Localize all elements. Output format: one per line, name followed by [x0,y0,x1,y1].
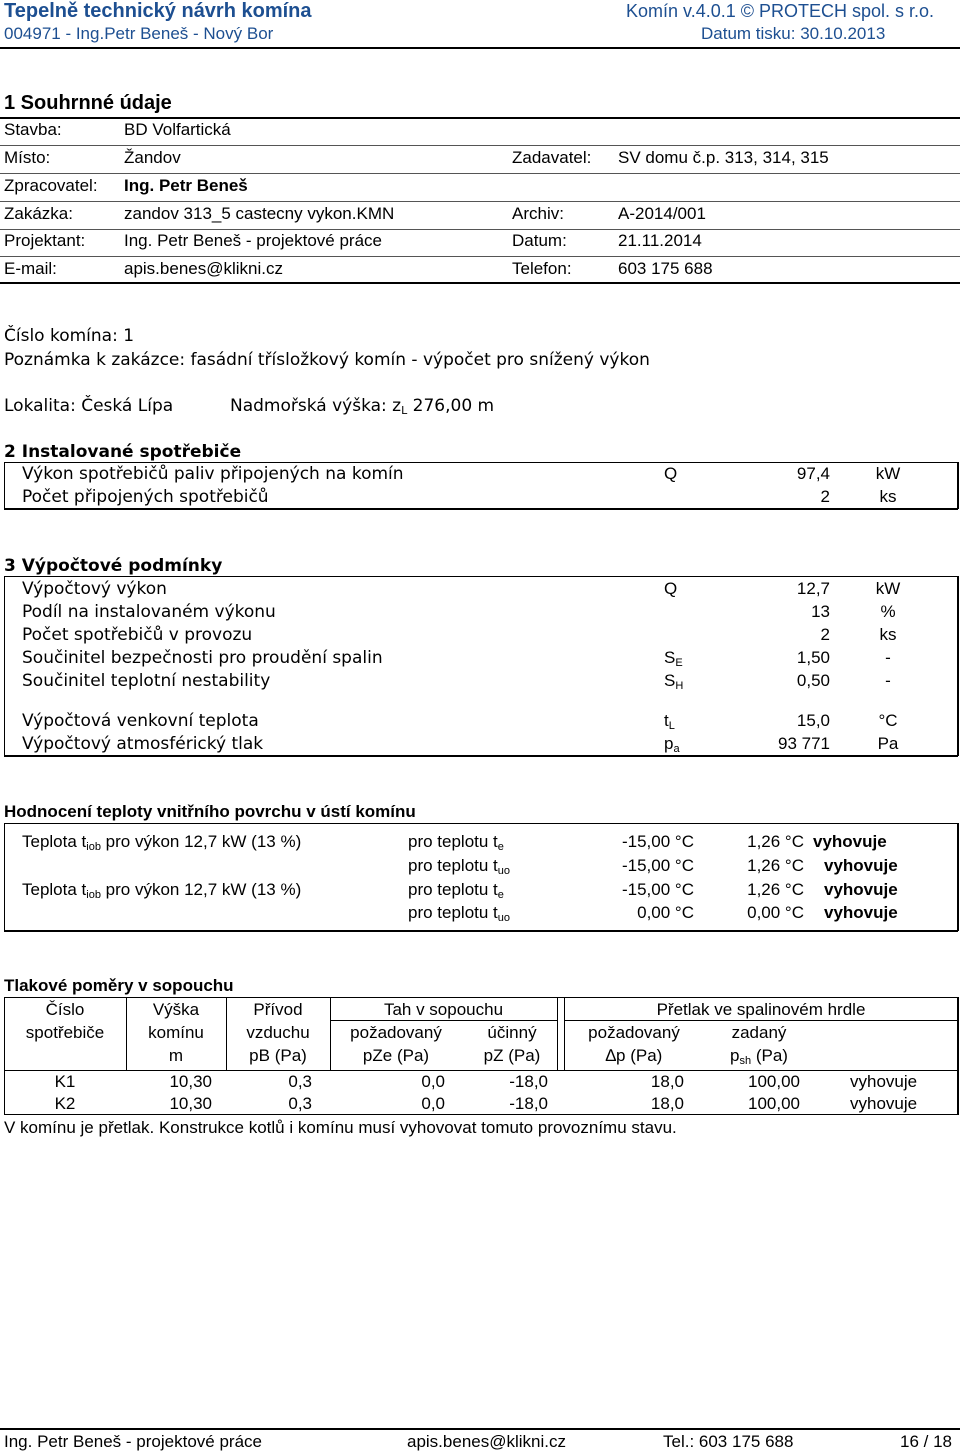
conditions-row-symbol: $p_a$ [664,734,680,755]
appliances-row-value: 97,4 [796,464,830,483]
surface-row-label: Teplota $t_{iob}$ pro výkon 12,7 kW (13 %) [22,880,302,901]
summary-value-right: SV domu č.p. 313, 314, 315 [618,148,829,167]
surface-row-result: 0,00 °C [747,903,804,922]
pressure-row-verdict: vyhovuje [850,1072,918,1091]
footer-email: apis.benes@klikni.cz [407,1432,566,1451]
col-air-h3: pB (Pa) [249,1046,307,1065]
conditions-row-label: Součinitel teplotní nestability [22,671,271,691]
summary-value: apis.benes@klikni.cz [124,259,283,278]
surface-box-right [957,823,959,931]
conditions-box-bottom [4,755,958,757]
conditions-row-unit: - [885,648,891,667]
document-title: Tepelně technický návrh komína [4,0,312,22]
conditions-row-label: Počet spotřebičů v provozu [22,625,253,645]
surface-row-verdict: vyhovuje [824,856,898,875]
print-date: Datum tisku: 30.10.2013 [701,24,886,43]
conditions-row-label: Podíl na instalovaném výkonu [22,602,276,622]
summary-value: Ing. Petr Beneš [124,176,248,195]
surface-row-result: 1,26 °C [747,880,804,899]
appliances-box-bottom [4,508,958,510]
pressure-heading: Tlakové poměry v sopouchu [4,976,234,995]
summary-row-divider [0,256,960,257]
pressure-row-psh: 100,00 [748,1094,800,1113]
summary-bottom-line [0,282,960,284]
surface-row-condition: pro teplotu $t_e$ [408,832,504,853]
col-pze-h2: pZe (Pa) [362,1046,430,1065]
conditions-row-unit: % [880,602,896,621]
appliances-row-unit: ks [879,487,897,506]
col-height-h1: Výška [152,1000,200,1019]
appliances-row-label: Počet připojených spotřebičů [22,487,269,507]
draft-group-line [330,1020,557,1021]
col-psh-h2: $p_{sh}$ (Pa) [730,1046,788,1067]
altitude [230,396,494,417]
footer-phone: Tel.: 603 175 688 [663,1432,794,1451]
col-pz-h1: účinný [487,1023,537,1042]
locality: Lokalita: Česká Lípa [4,396,174,416]
conditions-box-top [4,576,958,577]
project-note: Poznámka k zakázce: fasádní třísložkový komín - výpočet pro snížený výkon [4,350,650,370]
surface-row-temp: -15,00 °C [621,832,694,851]
appliances-heading: 2 Instalované spotřebiče [4,442,242,462]
summary-value-right: 603 175 688 [618,259,713,278]
conditions-row-symbol: $t_L$ [664,711,675,732]
surface-row-condition: pro teplotu $t_{uo}$ [408,856,511,877]
overpressure-group-header: Přetlak ve spalinovém hrdle [656,1000,866,1019]
surface-box-left [4,823,5,931]
conditions-row-unit: °C [878,711,898,730]
conditions-row-unit: Pa [877,734,899,753]
summary-label-right: Zadavatel: [512,148,592,167]
footer-company: Ing. Petr Beneš - projektové práce [4,1432,262,1451]
surface-row-verdict: vyhovuje [824,903,898,922]
pressure-row-pb: 0,3 [288,1072,312,1091]
conditions-row-value: 13 [811,602,830,621]
footer-divider [0,1428,960,1430]
col-id-h2: spotřebiče [25,1023,105,1042]
pressure-row-dp: 18,0 [650,1094,684,1113]
conditions-row-value: 15,0 [796,711,830,730]
pressure-row-height: 10,30 [169,1094,212,1113]
altitude-value: 276,00 m [412,396,495,416]
summary-value-right: 21.11.2014 [618,231,702,250]
program-version: Komín v.4.0.1 © PROTECH spol. s r.o. [626,1,935,21]
altitude-sub: L [401,404,408,417]
conditions-row-value: 2 [820,625,830,644]
conditions-row-symbol: $S_E$ [664,648,683,669]
pressure-row-id: K1 [54,1072,76,1091]
summary-label: Projektant: [4,231,86,250]
conditions-row-value: 93 771 [778,734,830,753]
summary-row-divider [0,145,960,146]
conditions-row-unit: ks [879,625,897,644]
conditions-row-unit: kW [875,579,901,598]
conditions-row-label: Součinitel bezpečnosti pro proudění spalin [22,648,383,668]
summary-row-divider [0,173,960,174]
surface-row-verdict: vyhovuje [813,832,887,851]
chimney-number: Číslo komína: 1 [4,326,135,346]
conditions-heading: 3 Výpočtové podmínky [4,556,223,576]
summary-label: Zakázka: [4,204,73,223]
col-pz-h2: pZ (Pa) [483,1046,541,1065]
surface-row-condition: pro teplotu $t_{uo}$ [408,903,511,924]
appliances-row-label: Výkon spotřebičů paliv připojených na komín [22,464,404,484]
summary-value: BD Volfartická [124,120,231,139]
col-height-h3: m [168,1046,184,1065]
summary-value: Žandov [124,148,181,167]
pressure-row-psh: 100,00 [748,1072,800,1091]
appliances-row-value: 2 [820,487,830,506]
surface-row-temp: -15,00 °C [621,856,694,875]
surface-row-result: 1,26 °C [747,832,804,851]
pressure-bottom-line [4,1114,958,1115]
pressure-row-height: 10,30 [169,1072,212,1091]
surface-temp-heading: Hodnocení teploty vnitřního povrchu v ústí komínu [4,802,416,821]
col-dp-h1: požadovaný [588,1023,680,1042]
conditions-row-value: 1,50 [796,648,830,667]
surface-row-temp: -15,00 °C [621,880,694,899]
summary-top-line [0,117,960,119]
surface-row-temp: 0,00 °C [637,903,694,922]
appliances-row-symbol: Q [664,464,678,483]
summary-label: Zpracovatel: [4,176,98,195]
overpressure-group-line [564,1020,958,1021]
altitude-label: Nadmořská výška: z [230,396,402,416]
pressure-top-line [4,997,958,998]
surface-box-top [4,823,958,824]
surface-row-result: 1,26 °C [747,856,804,875]
col-air-h1: Přívod [253,1000,303,1019]
conditions-row-value: 12,7 [796,579,830,598]
header-divider [0,47,960,49]
summary-value-right: A-2014/001 [618,204,706,223]
summary-label: Stavba: [4,120,62,139]
appliances-box-right [957,462,959,509]
draft-group-header: Tah v sopouchu [383,1000,504,1019]
pressure-row-dp: 18,0 [650,1072,684,1091]
surface-row-label: Teplota $t_{iob}$ pro výkon 12,7 kW (13 %) [22,832,302,853]
conditions-row-label: Výpočtový atmosférický tlak [22,734,264,754]
pressure-header-line [4,1070,958,1071]
summary-label: E-mail: [4,259,57,278]
col-air-h2: vzduchu [246,1023,310,1042]
conditions-row-unit: - [885,671,891,690]
col-pze-h1: požadovaný [350,1023,442,1042]
conditions-box-left [4,576,5,756]
summary-label-right: Telefon: [512,259,572,278]
summary-value: zandov 313_5 castecny vykon.KMN [124,204,395,223]
col-height-h2: komínu [148,1023,204,1042]
col-dp-h2: ∆p (Pa) [605,1046,663,1065]
pressure-row-pze: 0,0 [421,1072,445,1091]
conditions-row-symbol: Q [664,579,678,598]
summary-label-right: Datum: [512,231,567,250]
col-id-h1: Číslo [45,1000,85,1019]
pressure-note: V komínu je přetlak. Konstrukce kotlů i komínu musí vyhovovat tomuto provoznímu stavu. [4,1118,677,1137]
conditions-box-right [957,576,959,756]
pressure-row-pb: 0,3 [288,1094,312,1113]
conditions-row-label: Výpočtová venkovní teplota [22,711,259,731]
surface-box-bottom [4,930,958,932]
col-psh-h1: zadaný [731,1023,787,1042]
appliances-row-unit: kW [875,464,901,483]
document-subtitle: 004971 - Ing.Petr Beneš - Nový Bor [4,24,274,43]
conditions-row-label: Výpočtový výkon [22,579,167,599]
summary-row-divider [0,229,960,230]
pressure-row-verdict: vyhovuje [850,1094,918,1113]
pressure-row-id: K2 [54,1094,76,1113]
surface-row-condition: pro teplotu $t_e$ [408,880,504,901]
appliances-box-top [4,462,958,463]
appliances-box-left [4,462,5,509]
pressure-row-pz: -18,0 [509,1072,548,1091]
footer-page-number: 16 / 18 [900,1432,952,1451]
surface-row-verdict: vyhovuje [824,880,898,899]
summary-value: Ing. Petr Beneš - projektové práce [124,231,382,250]
conditions-row-value: 0,50 [796,671,830,690]
summary-label-right: Archiv: [512,204,564,223]
summary-row-divider [0,201,960,202]
pressure-row-pze: 0,0 [421,1094,445,1113]
summary-heading: 1 Souhrnné údaje [4,92,172,114]
pressure-row-pz: -18,0 [509,1094,548,1113]
summary-label: Místo: [4,148,51,167]
conditions-row-symbol: $S_H$ [664,671,684,692]
